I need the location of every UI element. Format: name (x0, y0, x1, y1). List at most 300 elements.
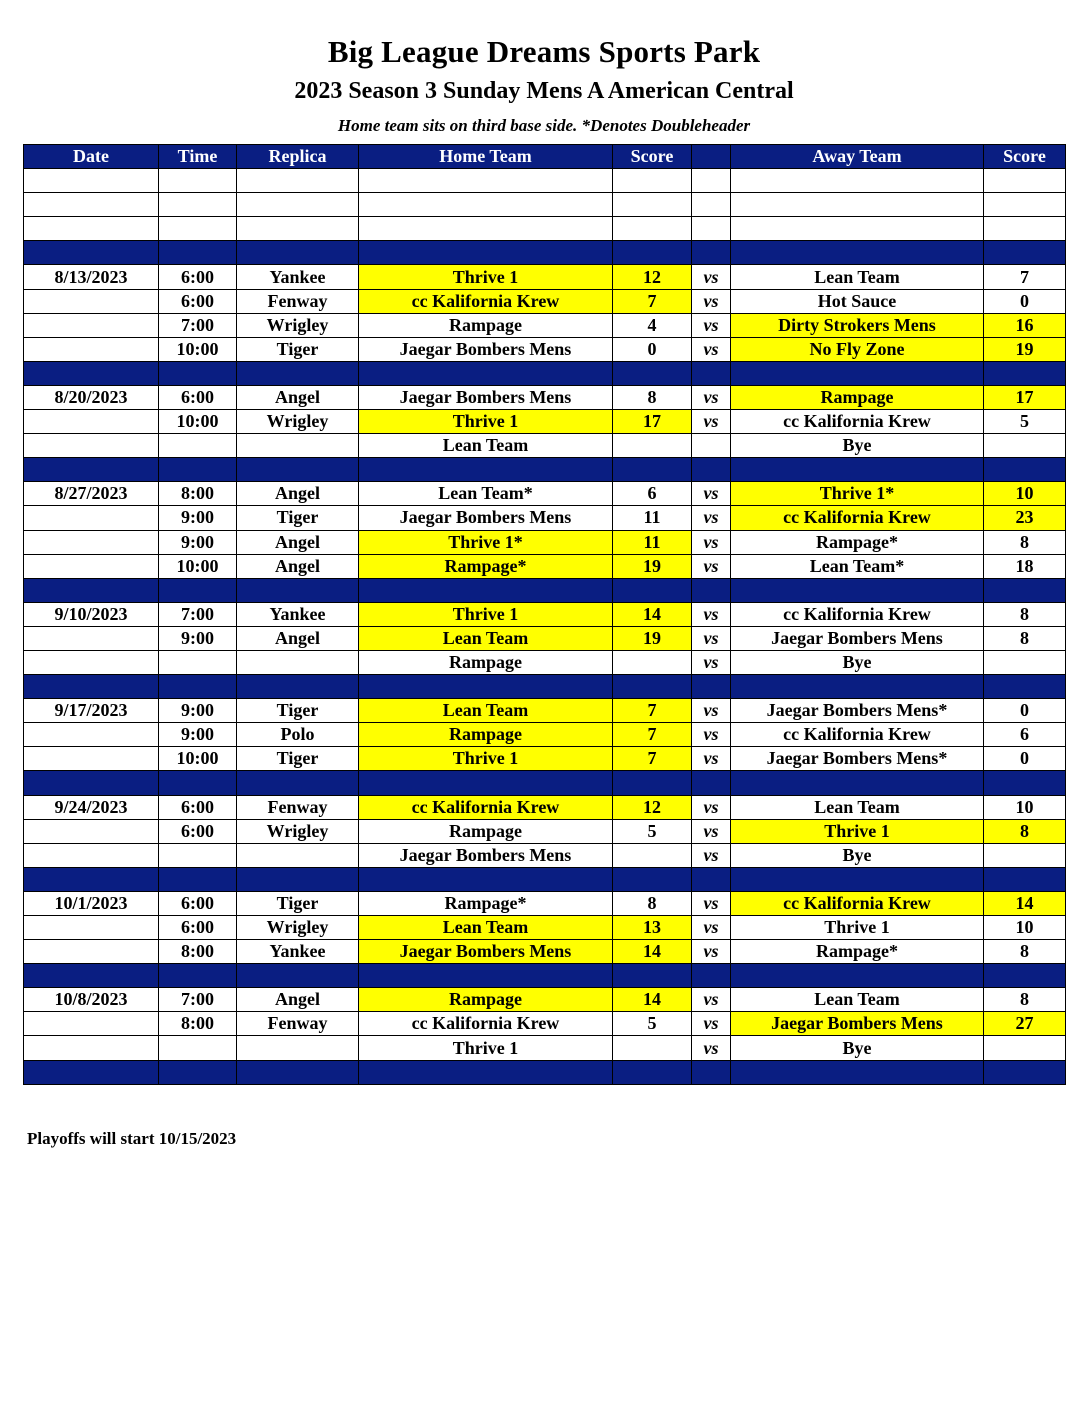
table-row (24, 530, 1066, 554)
away-score-cell: 8 (984, 988, 1066, 1012)
away-score-cell (984, 458, 1066, 482)
date-cell (24, 458, 159, 482)
vs-cell (692, 193, 731, 217)
away-score-cell: 23 (984, 506, 1066, 530)
replica-cell (237, 217, 359, 241)
away-team-cell: Hot Sauce (731, 289, 984, 313)
home-team-cell (359, 867, 613, 891)
vs-cell (692, 1060, 731, 1084)
away-team-cell: Lean Team (731, 795, 984, 819)
separator-row (24, 867, 1066, 891)
away-team-cell: cc Kalifornia Krew (731, 723, 984, 747)
home-team-cell: Lean Team (359, 626, 613, 650)
home-team-cell: Rampage (359, 313, 613, 337)
home-team-cell: Rampage (359, 988, 613, 1012)
time-cell (159, 434, 237, 458)
date-cell (24, 650, 159, 674)
home-team-cell (359, 217, 613, 241)
time-cell: 10:00 (159, 747, 237, 771)
table-row (24, 506, 1066, 530)
home-team-cell (359, 458, 613, 482)
time-cell: 6:00 (159, 916, 237, 940)
vs-cell (692, 217, 731, 241)
away-team-cell (731, 361, 984, 385)
away-team-cell: Jaegar Bombers Mens (731, 626, 984, 650)
separator-row (24, 771, 1066, 795)
away-score-cell (984, 578, 1066, 602)
table-row (24, 747, 1066, 771)
home-score-cell (613, 458, 692, 482)
home-team-cell: cc Kalifornia Krew (359, 1012, 613, 1036)
replica-cell: Wrigley (237, 410, 359, 434)
date-cell: 8/20/2023 (24, 385, 159, 409)
vs-cell: vs (692, 626, 731, 650)
away-score-cell: 10 (984, 916, 1066, 940)
home-score-cell: 7 (613, 723, 692, 747)
replica-cell: Angel (237, 554, 359, 578)
date-cell: 9/17/2023 (24, 699, 159, 723)
home-team-cell: Rampage (359, 819, 613, 843)
home-team-cell: Jaegar Bombers Mens (359, 506, 613, 530)
time-cell (159, 169, 237, 193)
schedule-body (24, 169, 1066, 1085)
home-score-cell (613, 964, 692, 988)
away-score-cell: 8 (984, 602, 1066, 626)
time-cell: 8:00 (159, 1012, 237, 1036)
home-score-cell (613, 1060, 692, 1084)
home-score-cell (613, 361, 692, 385)
replica-cell (237, 361, 359, 385)
away-score-cell: 5 (984, 410, 1066, 434)
away-score-cell (984, 169, 1066, 193)
home-score-cell: 13 (613, 916, 692, 940)
away-score-cell: 10 (984, 795, 1066, 819)
home-score-cell: 8 (613, 891, 692, 915)
away-score-cell: 19 (984, 337, 1066, 361)
doubleheader-note: Home team sits on third base side. *Denotes Doubleheader (337, 116, 751, 135)
replica-cell (237, 1036, 359, 1060)
table-row (24, 650, 1066, 674)
time-cell: 9:00 (159, 506, 237, 530)
date-cell (24, 410, 159, 434)
replica-cell (237, 964, 359, 988)
home-team-cell: Thrive 1 (359, 747, 613, 771)
replica-cell: Angel (237, 530, 359, 554)
away-score-cell (984, 843, 1066, 867)
date-cell (24, 675, 159, 699)
replica-cell (237, 867, 359, 891)
home-score-cell (613, 193, 692, 217)
separator-row (24, 1060, 1066, 1084)
home-team-cell (359, 578, 613, 602)
table-row (24, 602, 1066, 626)
date-cell (24, 723, 159, 747)
away-team-cell (731, 241, 984, 265)
away-score-cell: 8 (984, 530, 1066, 554)
home-score-cell (613, 675, 692, 699)
away-team-cell: Thrive 1 (731, 819, 984, 843)
home-score-cell: 19 (613, 626, 692, 650)
replica-cell: Yankee (237, 265, 359, 289)
vs-cell (692, 169, 731, 193)
home-score-cell: 12 (613, 265, 692, 289)
table-row (24, 819, 1066, 843)
away-team-cell: Bye (731, 434, 984, 458)
home-team-cell: Rampage* (359, 554, 613, 578)
away-score-cell: 27 (984, 1012, 1066, 1036)
home-score-cell (613, 867, 692, 891)
date-cell (24, 506, 159, 530)
separator-row (24, 361, 1066, 385)
vs-cell (692, 361, 731, 385)
away-team-cell (731, 964, 984, 988)
time-cell (159, 1036, 237, 1060)
home-team-cell (359, 361, 613, 385)
home-score-cell: 0 (613, 337, 692, 361)
away-team-cell (731, 771, 984, 795)
time-cell (159, 458, 237, 482)
vs-cell (692, 675, 731, 699)
table-row (24, 843, 1066, 867)
table-row (24, 626, 1066, 650)
home-team-cell (359, 1060, 613, 1084)
vs-cell (692, 434, 731, 458)
time-cell (159, 217, 237, 241)
home-team-cell: Rampage* (359, 891, 613, 915)
away-team-cell (731, 169, 984, 193)
away-score-cell (984, 964, 1066, 988)
time-cell (159, 578, 237, 602)
col-header-away-score: Score (984, 145, 1066, 169)
home-team-cell: Jaegar Bombers Mens (359, 385, 613, 409)
vs-cell: vs (692, 337, 731, 361)
away-score-cell: 6 (984, 723, 1066, 747)
away-team-cell: Thrive 1* (731, 482, 984, 506)
away-team-cell (731, 1060, 984, 1084)
table-row (24, 265, 1066, 289)
date-cell (24, 771, 159, 795)
away-team-cell (731, 867, 984, 891)
date-cell (24, 554, 159, 578)
away-score-cell: 14 (984, 891, 1066, 915)
away-score-cell: 16 (984, 313, 1066, 337)
table-row (24, 699, 1066, 723)
home-score-cell (613, 169, 692, 193)
vs-cell: vs (692, 819, 731, 843)
date-cell (24, 1060, 159, 1084)
away-team-cell: Dirty Strokers Mens (731, 313, 984, 337)
date-cell: 8/13/2023 (24, 265, 159, 289)
table-row (24, 916, 1066, 940)
date-cell (24, 241, 159, 265)
away-team-cell: cc Kalifornia Krew (731, 506, 984, 530)
time-cell: 7:00 (159, 602, 237, 626)
vs-cell: vs (692, 410, 731, 434)
away-score-cell: 17 (984, 385, 1066, 409)
vs-cell: vs (692, 313, 731, 337)
blank-row (24, 193, 1066, 217)
home-score-cell (613, 843, 692, 867)
away-team-cell: Lean Team* (731, 554, 984, 578)
time-cell: 6:00 (159, 819, 237, 843)
table-row (24, 891, 1066, 915)
table-row (24, 940, 1066, 964)
date-cell: 9/10/2023 (24, 602, 159, 626)
time-cell (159, 361, 237, 385)
time-cell: 7:00 (159, 313, 237, 337)
replica-cell (237, 458, 359, 482)
home-team-cell (359, 169, 613, 193)
time-cell: 6:00 (159, 795, 237, 819)
replica-cell: Angel (237, 482, 359, 506)
home-team-cell: cc Kalifornia Krew (359, 795, 613, 819)
away-score-cell (984, 361, 1066, 385)
schedule-table (23, 144, 1066, 1085)
home-score-cell: 5 (613, 1012, 692, 1036)
vs-cell: vs (692, 530, 731, 554)
table-row (24, 723, 1066, 747)
vs-cell: vs (692, 843, 731, 867)
home-score-cell (613, 650, 692, 674)
away-team-cell (731, 578, 984, 602)
time-cell: 9:00 (159, 723, 237, 747)
away-team-cell: cc Kalifornia Krew (731, 602, 984, 626)
date-cell (24, 337, 159, 361)
home-team-cell: Jaegar Bombers Mens (359, 843, 613, 867)
replica-cell: Tiger (237, 506, 359, 530)
home-score-cell (613, 434, 692, 458)
replica-cell: Tiger (237, 337, 359, 361)
away-team-cell (731, 458, 984, 482)
home-team-cell (359, 771, 613, 795)
date-cell: 9/24/2023 (24, 795, 159, 819)
date-cell (24, 530, 159, 554)
date-cell (24, 289, 159, 313)
home-team-cell: Rampage (359, 723, 613, 747)
away-score-cell (984, 434, 1066, 458)
vs-cell: vs (692, 289, 731, 313)
home-score-cell: 19 (613, 554, 692, 578)
home-team-cell (359, 675, 613, 699)
away-team-cell (731, 193, 984, 217)
time-cell: 6:00 (159, 265, 237, 289)
away-team-cell: Jaegar Bombers Mens* (731, 699, 984, 723)
vs-cell: vs (692, 940, 731, 964)
away-score-cell: 8 (984, 819, 1066, 843)
date-cell (24, 747, 159, 771)
home-team-cell: Lean Team (359, 699, 613, 723)
home-team-cell: Rampage (359, 650, 613, 674)
away-score-cell: 10 (984, 482, 1066, 506)
col-header-vs (692, 145, 731, 169)
time-cell: 6:00 (159, 289, 237, 313)
date-cell (24, 964, 159, 988)
date-cell (24, 169, 159, 193)
home-score-cell: 14 (613, 940, 692, 964)
away-team-cell: Jaegar Bombers Mens (731, 1012, 984, 1036)
home-score-cell: 12 (613, 795, 692, 819)
home-team-cell: Thrive 1* (359, 530, 613, 554)
date-cell (24, 916, 159, 940)
date-cell (24, 193, 159, 217)
col-header-replica: Replica (237, 145, 359, 169)
vs-cell (692, 578, 731, 602)
playoffs-note: Playoffs will start 10/15/2023 (27, 1129, 237, 1148)
replica-cell: Yankee (237, 602, 359, 626)
home-score-cell: 5 (613, 819, 692, 843)
vs-cell: vs (692, 916, 731, 940)
replica-cell: Fenway (237, 289, 359, 313)
replica-cell (237, 578, 359, 602)
separator-row (24, 241, 1066, 265)
away-team-cell: cc Kalifornia Krew (731, 410, 984, 434)
date-cell (24, 434, 159, 458)
home-score-cell: 14 (613, 602, 692, 626)
vs-cell: vs (692, 747, 731, 771)
vs-cell: vs (692, 988, 731, 1012)
replica-cell: Fenway (237, 795, 359, 819)
time-cell (159, 241, 237, 265)
time-cell: 10:00 (159, 337, 237, 361)
separator-row (24, 964, 1066, 988)
time-cell: 10:00 (159, 554, 237, 578)
vs-cell: vs (692, 506, 731, 530)
vs-cell: vs (692, 723, 731, 747)
time-cell (159, 1060, 237, 1084)
home-score-cell (613, 241, 692, 265)
date-cell: 10/1/2023 (24, 891, 159, 915)
vs-cell: vs (692, 650, 731, 674)
time-cell: 6:00 (159, 385, 237, 409)
table-row (24, 482, 1066, 506)
away-team-cell (731, 217, 984, 241)
away-score-cell (984, 675, 1066, 699)
replica-cell (237, 169, 359, 193)
home-score-cell (613, 217, 692, 241)
replica-cell (237, 675, 359, 699)
date-cell (24, 819, 159, 843)
home-team-cell: cc Kalifornia Krew (359, 289, 613, 313)
away-team-cell: Jaegar Bombers Mens* (731, 747, 984, 771)
away-score-cell (984, 650, 1066, 674)
vs-cell: vs (692, 554, 731, 578)
replica-cell: Fenway (237, 1012, 359, 1036)
away-team-cell: Rampage* (731, 530, 984, 554)
vs-cell: vs (692, 1012, 731, 1036)
replica-cell: Wrigley (237, 916, 359, 940)
date-cell (24, 940, 159, 964)
time-cell (159, 867, 237, 891)
time-cell (159, 650, 237, 674)
away-team-cell: Bye (731, 843, 984, 867)
replica-cell: Tiger (237, 699, 359, 723)
vs-cell: vs (692, 385, 731, 409)
vs-cell: vs (692, 795, 731, 819)
time-cell (159, 771, 237, 795)
away-score-cell: 0 (984, 747, 1066, 771)
separator-row (24, 578, 1066, 602)
home-score-cell: 4 (613, 313, 692, 337)
away-team-cell: Lean Team (731, 265, 984, 289)
home-score-cell: 11 (613, 506, 692, 530)
replica-cell: Angel (237, 988, 359, 1012)
time-cell: 8:00 (159, 940, 237, 964)
replica-cell (237, 193, 359, 217)
away-team-cell: Rampage* (731, 940, 984, 964)
date-cell: 10/8/2023 (24, 988, 159, 1012)
blank-row (24, 217, 1066, 241)
table-row (24, 337, 1066, 361)
replica-cell: Wrigley (237, 819, 359, 843)
away-team-cell: Bye (731, 650, 984, 674)
away-score-cell: 8 (984, 626, 1066, 650)
table-row (24, 795, 1066, 819)
date-cell (24, 361, 159, 385)
vs-cell (692, 867, 731, 891)
home-score-cell: 7 (613, 289, 692, 313)
col-header-date: Date (24, 145, 159, 169)
home-team-cell: Thrive 1 (359, 410, 613, 434)
replica-cell: Tiger (237, 747, 359, 771)
time-cell: 9:00 (159, 626, 237, 650)
time-cell: 10:00 (159, 410, 237, 434)
away-score-cell (984, 217, 1066, 241)
vs-cell (692, 241, 731, 265)
replica-cell (237, 434, 359, 458)
home-team-cell: Lean Team (359, 434, 613, 458)
away-score-cell (984, 1060, 1066, 1084)
date-cell (24, 843, 159, 867)
away-score-cell: 8 (984, 940, 1066, 964)
time-cell (159, 843, 237, 867)
table-row (24, 1036, 1066, 1060)
away-score-cell: 18 (984, 554, 1066, 578)
vs-cell: vs (692, 1036, 731, 1060)
time-cell: 7:00 (159, 988, 237, 1012)
home-score-cell: 7 (613, 699, 692, 723)
time-cell: 9:00 (159, 699, 237, 723)
date-cell (24, 1012, 159, 1036)
date-cell: 8/27/2023 (24, 482, 159, 506)
home-score-cell: 17 (613, 410, 692, 434)
replica-cell: Yankee (237, 940, 359, 964)
away-score-cell: 0 (984, 289, 1066, 313)
table-row (24, 434, 1066, 458)
replica-cell (237, 771, 359, 795)
time-cell: 9:00 (159, 530, 237, 554)
table-row (24, 313, 1066, 337)
time-cell (159, 675, 237, 699)
home-score-cell: 11 (613, 530, 692, 554)
time-cell: 6:00 (159, 891, 237, 915)
replica-cell: Polo (237, 723, 359, 747)
away-score-cell (984, 1036, 1066, 1060)
away-team-cell: Lean Team (731, 988, 984, 1012)
col-header-time: Time (159, 145, 237, 169)
home-team-cell: Thrive 1 (359, 265, 613, 289)
table-row (24, 410, 1066, 434)
col-header-home-team: Home Team (359, 145, 613, 169)
away-score-cell (984, 193, 1066, 217)
home-score-cell (613, 578, 692, 602)
page-subtitle: 2023 Season 3 Sunday Mens A American Central (294, 78, 794, 104)
vs-cell: vs (692, 482, 731, 506)
home-team-cell: Lean Team* (359, 482, 613, 506)
replica-cell: Wrigley (237, 313, 359, 337)
replica-cell (237, 650, 359, 674)
home-team-cell (359, 241, 613, 265)
away-team-cell: Thrive 1 (731, 916, 984, 940)
